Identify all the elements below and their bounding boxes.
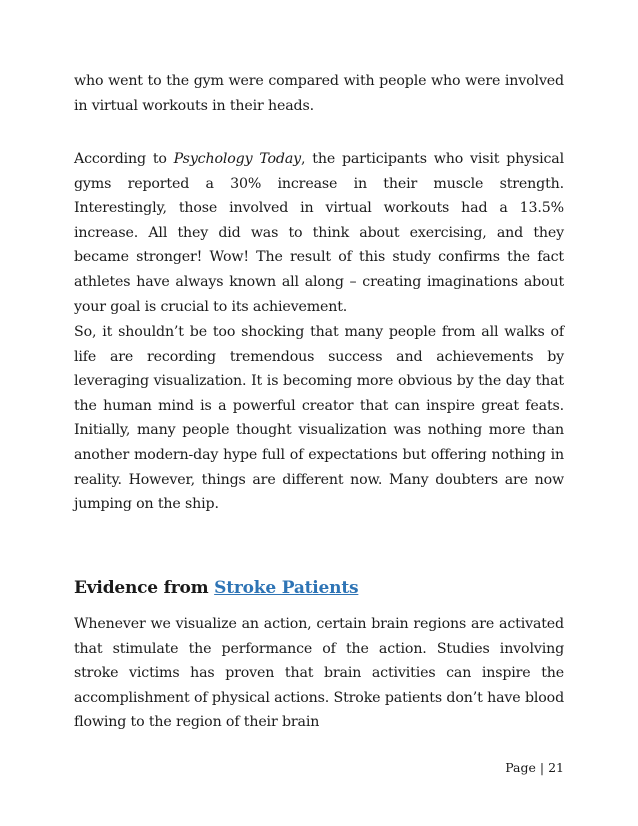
page-footer: [505, 760, 564, 775]
stroke-patients-link[interactable]: Stroke Patients: [214, 578, 359, 598]
page-number: 21: [548, 760, 564, 775]
publication-title: Psychology Today: [173, 151, 302, 167]
paragraph-continuation: who went to the gym were compared with people who were involved in virtual workouts in their heads.: [74, 73, 564, 114]
paragraph-text-after: , the participants who visit physical gyms reported a 30% increase in their muscle strength. Interestingly, those involved in virtual workouts had a 13.5% increase. All they did was to think about exercising, and they became stronger! Wow! The result of this study confirms the fact athletes have always known all along – creating imaginations about your goal is crucial to its achievement.: [74, 151, 564, 315]
paragraph-psychology-today: [74, 147, 564, 319]
page-separator: |: [539, 760, 545, 775]
paragraph-visualization: So, it shouldn’t be too shocking that many people from all walks of life are recording tremendous success and achievements by leveraging visualization. It is becoming more obvious by the day that the human mind is a powerful creator that can inspire great feats. Initially, many people thought visualization was nothing more than another modern-day hype full of expectations but offering nothing in reality. However, things are different now. Many doubters are now jumping on the ship.: [74, 324, 564, 513]
paragraph-text-before: According to: [74, 151, 174, 167]
heading-prefix: Evidence from: [74, 578, 215, 598]
section-heading: [74, 578, 358, 598]
page-label: Page: [505, 760, 536, 775]
paragraph-stroke-patients: Whenever we visualize an action, certain brain regions are activated that stimulate the performance of the action. Studies involving stroke victims has proven that brain activities can inspire the accomplishment of physical actions. Stroke patients don’t have blood flowing to the region of their brain: [74, 616, 564, 731]
